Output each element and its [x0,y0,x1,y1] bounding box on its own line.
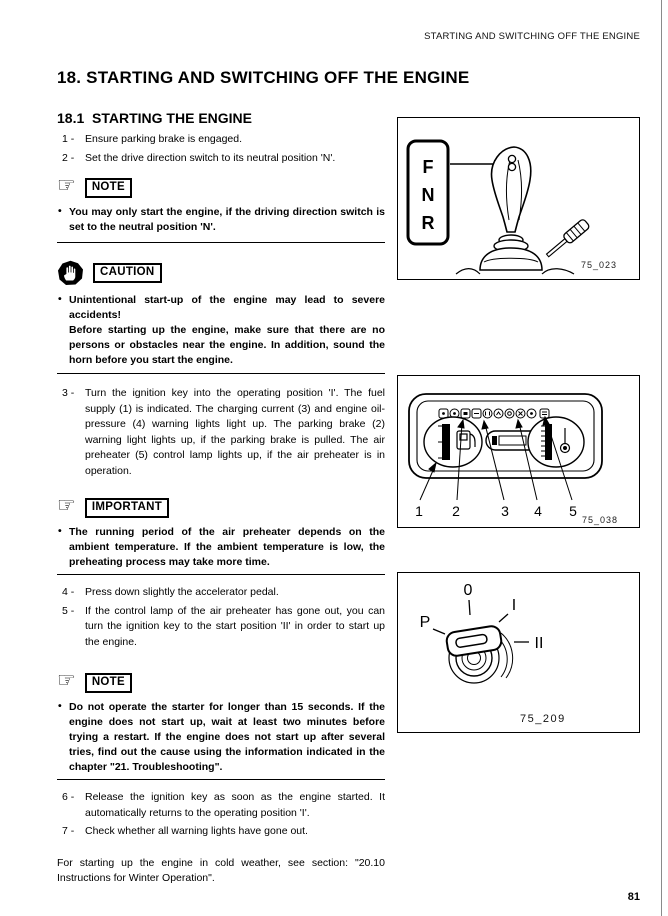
callout-4: 4 [534,503,542,519]
note-header [57,671,385,695]
figure-caption: 75_209 [520,713,566,725]
step-text: Press down slightly the accelerator pedal. [85,586,279,598]
note-text: Do not operate the starter for longer than 15 seconds. If the engine does not start up, wait at least two minutes before trying a restart. If the engine does not start up after several tries, find out the cause using the information indicated in the chapter "21. Troubleshooting". [69,701,385,773]
running-header: STARTING AND SWITCHING OFF THE ENGINE [424,31,640,42]
figure-gear-lever [397,117,640,280]
pointing-hand-icon: ☞ [57,494,76,517]
bullet-marker: • [58,205,62,217]
callout-5: 5 [569,503,577,519]
step-number: 4 - [62,586,75,598]
step-number: 2 - [62,151,75,164]
temp-gauge [528,417,584,467]
hour-meter-digit [492,436,497,445]
note-label: NOTE [85,673,132,693]
step-text: Ensure parking brake is engaged. [85,133,243,145]
important-label: IMPORTANT [85,498,169,518]
step-number: 6 - [62,791,75,803]
step-4 [57,585,385,601]
figure-caption: 75_023 [581,260,618,270]
step-6 [57,790,385,821]
lever-switch-top [508,155,515,162]
callout-3: 3 [501,503,509,519]
step-5 [57,604,385,651]
closing-paragraph: For starting up the engine in cold weather, see section: "20.10 Instructions for Winter Operation". [57,856,385,884]
note-header [57,176,385,200]
caution-bullet [57,293,385,368]
stop-hand-icon [57,260,84,286]
body-column [57,132,385,887]
fuel-gauge [424,417,482,467]
step-text: If the control lamp of the air preheater has gone out, you can turn the ignition key to the start position 'II' in order to start up the engine. [85,604,385,648]
step-7 [57,824,385,840]
important-bullet [57,525,385,570]
bullet-marker: • [58,700,62,712]
lever-boot [480,248,542,270]
step-number: 7 - [62,825,75,837]
pointing-hand-icon: ☞ [57,174,76,197]
step-1 [57,132,385,148]
section-title: 18.1 STARTING THE ENGINE [57,110,252,126]
label-neutral: N [421,185,435,205]
note-label: NOTE [85,178,132,198]
screwdriver-icon [544,218,590,259]
position-p: P [419,614,431,631]
note-bullet [57,700,385,775]
note-bullet [57,205,385,235]
step-text: Turn the ignition key into the operating position 'I'. The fuel supply (1) is indicated. The charging current (3) and engine oil-pressure (4) warning lights light up. The parking brake (2) warning light lights up, if the parking brake is pulled. The air preheater (5) control lamp lights up, if the air preheater is in operation. [85,387,385,477]
step-3 [57,386,385,479]
step-number: 3 - [62,387,75,399]
label-reverse: R [421,213,435,233]
callout-2: 2 [452,503,460,519]
position-i: I [511,597,517,614]
important-text: The running period of the air preheater depends on the ambient temperature. If the ambient temperature is low, the preheating process may take more time. [69,526,385,568]
note-text: You may only start the engine, if the driving direction switch is set to the neutral position 'N'. [69,206,385,233]
divider [57,574,385,575]
caution-header [57,259,385,287]
figure-instrument-panel [397,375,640,528]
fuel-gauge-bar [442,424,450,460]
step-text: Check whether all warning lights have gone out. [85,825,308,837]
bullet-marker: • [58,293,62,305]
divider [57,242,385,243]
step-text: Set the drive direction switch to its neutral position 'N'. [85,151,336,164]
label-forward: F [422,157,434,177]
callout-1: 1 [415,503,423,519]
caution-text-1: Unintentional start-up of the engine may lead to severe accidents! [69,294,385,321]
page-number: 81 [627,891,640,903]
caution-text-2: Before starting up the engine, make sure that there are no persons or obstacles near the engine. In addition, sound the horn before you start the engine. [69,324,385,366]
figure-caption: 75_038 [582,515,619,525]
figure-ignition-switch [397,572,640,733]
temp-gauge-bar [545,424,552,460]
position-ii: II [534,635,544,652]
divider [57,373,385,374]
step-number: 5 - [62,604,75,617]
lever-switch-bottom [508,163,515,170]
important-header [57,496,385,520]
chapter-title: 18. STARTING AND SWITCHING OFF THE ENGINE [57,68,470,87]
caution-label: CAUTION [93,263,162,283]
scan-edge-line [661,0,662,916]
step-2 [57,151,385,167]
step-number: 1 - [62,133,75,145]
divider [57,779,385,780]
bullet-marker: • [58,525,62,537]
step-text: Release the ignition key as soon as the engine started. It automatically returns to the operating position 'I'. [85,791,385,819]
position-0: 0 [463,582,473,599]
pointing-hand-icon: ☞ [57,669,76,692]
